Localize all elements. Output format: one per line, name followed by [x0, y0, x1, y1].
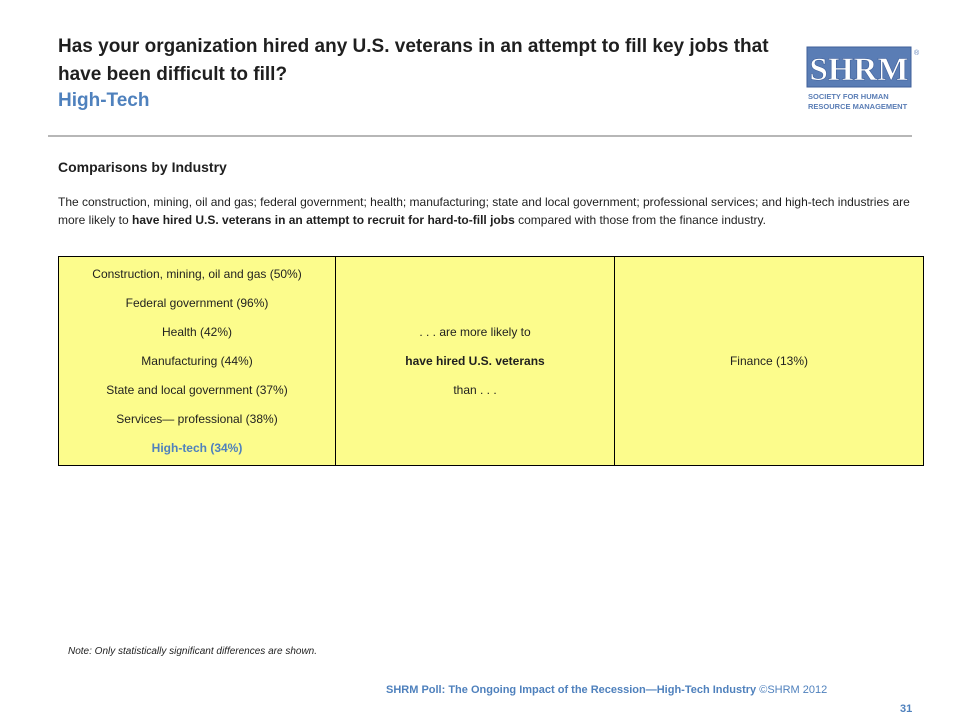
industry-item: Health (42%): [161, 324, 233, 339]
industry-item-highlighted: High-tech (34%): [151, 440, 243, 455]
shrm-logo-tagline-2: RESOURCE MANAGEMENT: [808, 102, 908, 111]
industry-item: Services— professional (38%): [116, 411, 278, 426]
compared-industry: Finance (13%): [729, 354, 809, 368]
page-number: 31: [900, 703, 913, 715]
industry-item: Construction, mining, oil and gas (50%): [92, 266, 302, 281]
comparison-phrase-cell: [336, 257, 615, 466]
comparison-phrase-2: have hired U.S. veterans: [405, 353, 545, 368]
section-heading: Comparisons by Industry: [58, 159, 227, 175]
footer-copyright: ©SHRM 2012: [756, 684, 828, 696]
page-subtitle: High-Tech: [58, 90, 150, 111]
description-text: The construction, mining, oil and gas; federal government; health; manufacturing; state and local government; professional services; and high-tech industries are more likely to: [58, 195, 910, 227]
shrm-logo-letters: SHRM: [809, 52, 909, 88]
shrm-logo-registered: ®: [914, 50, 920, 57]
industry-item: Federal government (96%): [125, 295, 269, 310]
shrm-logo: [806, 46, 924, 116]
comparison-table: [58, 256, 924, 466]
header-divider: [48, 135, 912, 137]
industries-cell: [59, 257, 336, 466]
industry-item: Manufacturing (44%): [141, 353, 253, 368]
industry-item: State and local government (37%): [106, 382, 288, 397]
page-title: Has your organization hired any U.S. veterans in an attempt to fill key jobs that have been difficult to fill?: [58, 36, 769, 85]
shrm-logo-tagline-1: SOCIETY FOR HUMAN: [808, 92, 889, 101]
description-text-end: compared with those from the finance industry.: [514, 213, 766, 227]
section-description: [58, 193, 924, 229]
compared-industry-cell: [615, 257, 924, 466]
footer-title: SHRM Poll: The Ongoing Impact of the Recession—High-Tech Industry: [386, 684, 757, 696]
footnote: Note: Only statistically significant differences are shown.: [68, 646, 317, 657]
footer: [386, 684, 827, 696]
description-emphasis: have hired U.S. veterans in an attempt to recruit for hard-to-fill jobs: [132, 213, 515, 227]
industry-list: [59, 260, 335, 463]
comparison-phrase-3: than . . .: [453, 382, 497, 397]
comparison-phrase-1: . . . are more likely to: [419, 324, 531, 339]
comparison-row: [59, 257, 924, 466]
